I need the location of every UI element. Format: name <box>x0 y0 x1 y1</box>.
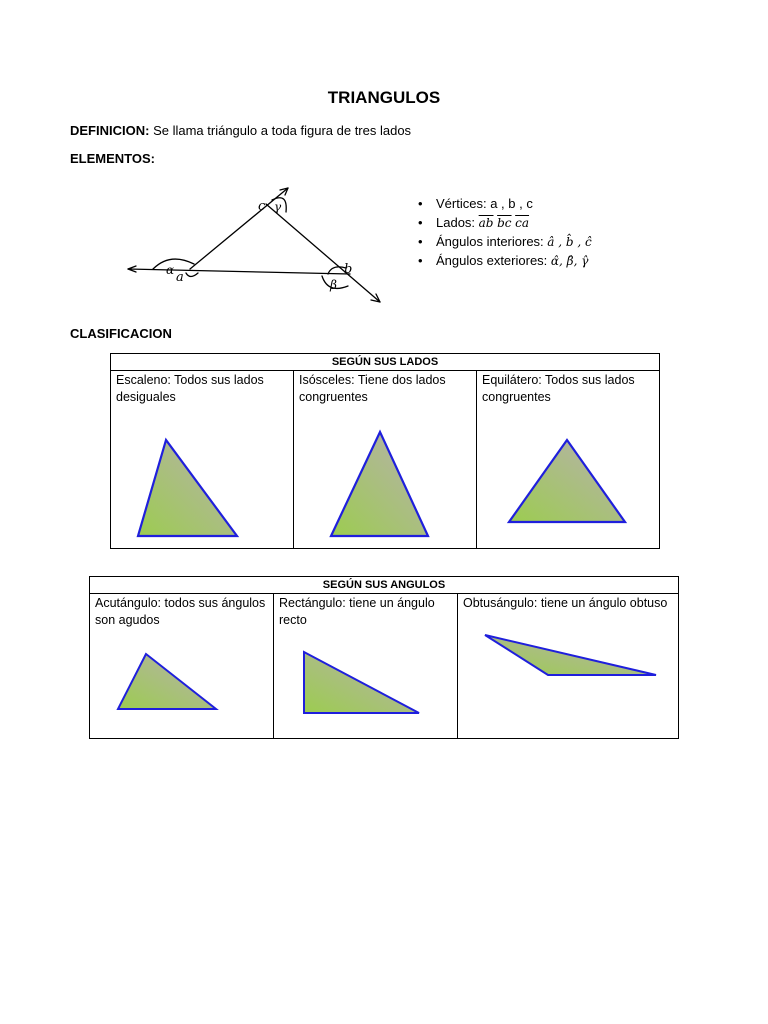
definition-label: DEFINICION: <box>70 123 150 138</box>
table-cell-obtusangulo <box>458 594 679 739</box>
vertex-label-a: a <box>176 270 184 285</box>
side-ab-line <box>128 269 350 274</box>
exterior-angles-value: α̂, β̂, γ̂ <box>550 254 589 268</box>
obtuse-triangle <box>458 613 678 721</box>
list-item-lados: • Lados: $\overline{ab}$ $\overline{bc}$ $\overline{ca}$ <box>418 213 592 232</box>
table-header: SEGÚN SUS ANGULOS <box>90 577 679 594</box>
interior-angles-value: â , b̂ , ĉ <box>547 235 592 249</box>
cell-label: Obtusángulo: tiene un ángulo obtuso <box>463 596 668 610</box>
acute-triangle <box>90 630 272 738</box>
cell-label: Rectángulo: tiene un ángulo recto <box>279 596 435 627</box>
right-triangle <box>274 630 456 738</box>
table-cell-acutangulo <box>90 594 274 739</box>
vertices-value: a , b , c <box>490 196 533 211</box>
side-cb-line <box>266 204 380 302</box>
vertex-label-b: b <box>344 262 353 277</box>
angle-label-beta: β <box>330 278 337 292</box>
angles-classification-table <box>89 576 679 739</box>
list-item-vertices: • Vértices: a , b , c <box>418 194 592 213</box>
triangle-elements-diagram <box>118 178 388 308</box>
side-bc: $\overline{bc}$ <box>497 216 512 230</box>
definition-line <box>70 123 411 138</box>
table-cell-isosceles <box>294 371 477 549</box>
angle-label-alpha: α <box>166 263 175 277</box>
isosceles-triangle <box>294 407 476 547</box>
angle-arc-a <box>186 273 198 277</box>
elements-list <box>418 194 592 270</box>
definition-text: Se llama triángulo a toda figura de tres lados <box>149 123 412 138</box>
vertex-label-c: c <box>258 199 266 214</box>
cell-label: Equilátero: Todos sus lados congruentes <box>482 373 635 404</box>
page-title: TRIANGULOS <box>327 88 441 107</box>
list-item-exteriores: • Ángulos exteriores: α̂, β̂, γ̂ <box>418 251 592 270</box>
classification-heading: CLASIFICACION <box>70 326 172 341</box>
cell-label: Escaleno: Todos sus lados desiguales <box>116 373 264 404</box>
scalene-triangle <box>111 407 293 547</box>
elements-heading: ELEMENTOS: <box>70 151 155 166</box>
table-cell-rectangulo <box>274 594 458 739</box>
table-header: SEGÚN SUS LADOS <box>111 354 660 371</box>
table-cell-equilatero <box>477 371 660 549</box>
list-item-interiores: • Ángulos interiores: â , b̂ , ĉ <box>418 232 592 251</box>
side-ca: $\overline{ca}$ <box>515 216 530 230</box>
equilateral-triangle <box>477 407 659 547</box>
angle-label-gamma: γ <box>274 200 282 214</box>
side-ab: $\overline{ab}$ <box>478 216 494 230</box>
sides-classification-table <box>110 353 660 549</box>
table-cell-escaleno <box>111 371 294 549</box>
cell-label: Isósceles: Tiene dos lados congruentes <box>299 373 446 404</box>
cell-label: Acutángulo: todos sus ángulos son agudos <box>95 596 266 627</box>
